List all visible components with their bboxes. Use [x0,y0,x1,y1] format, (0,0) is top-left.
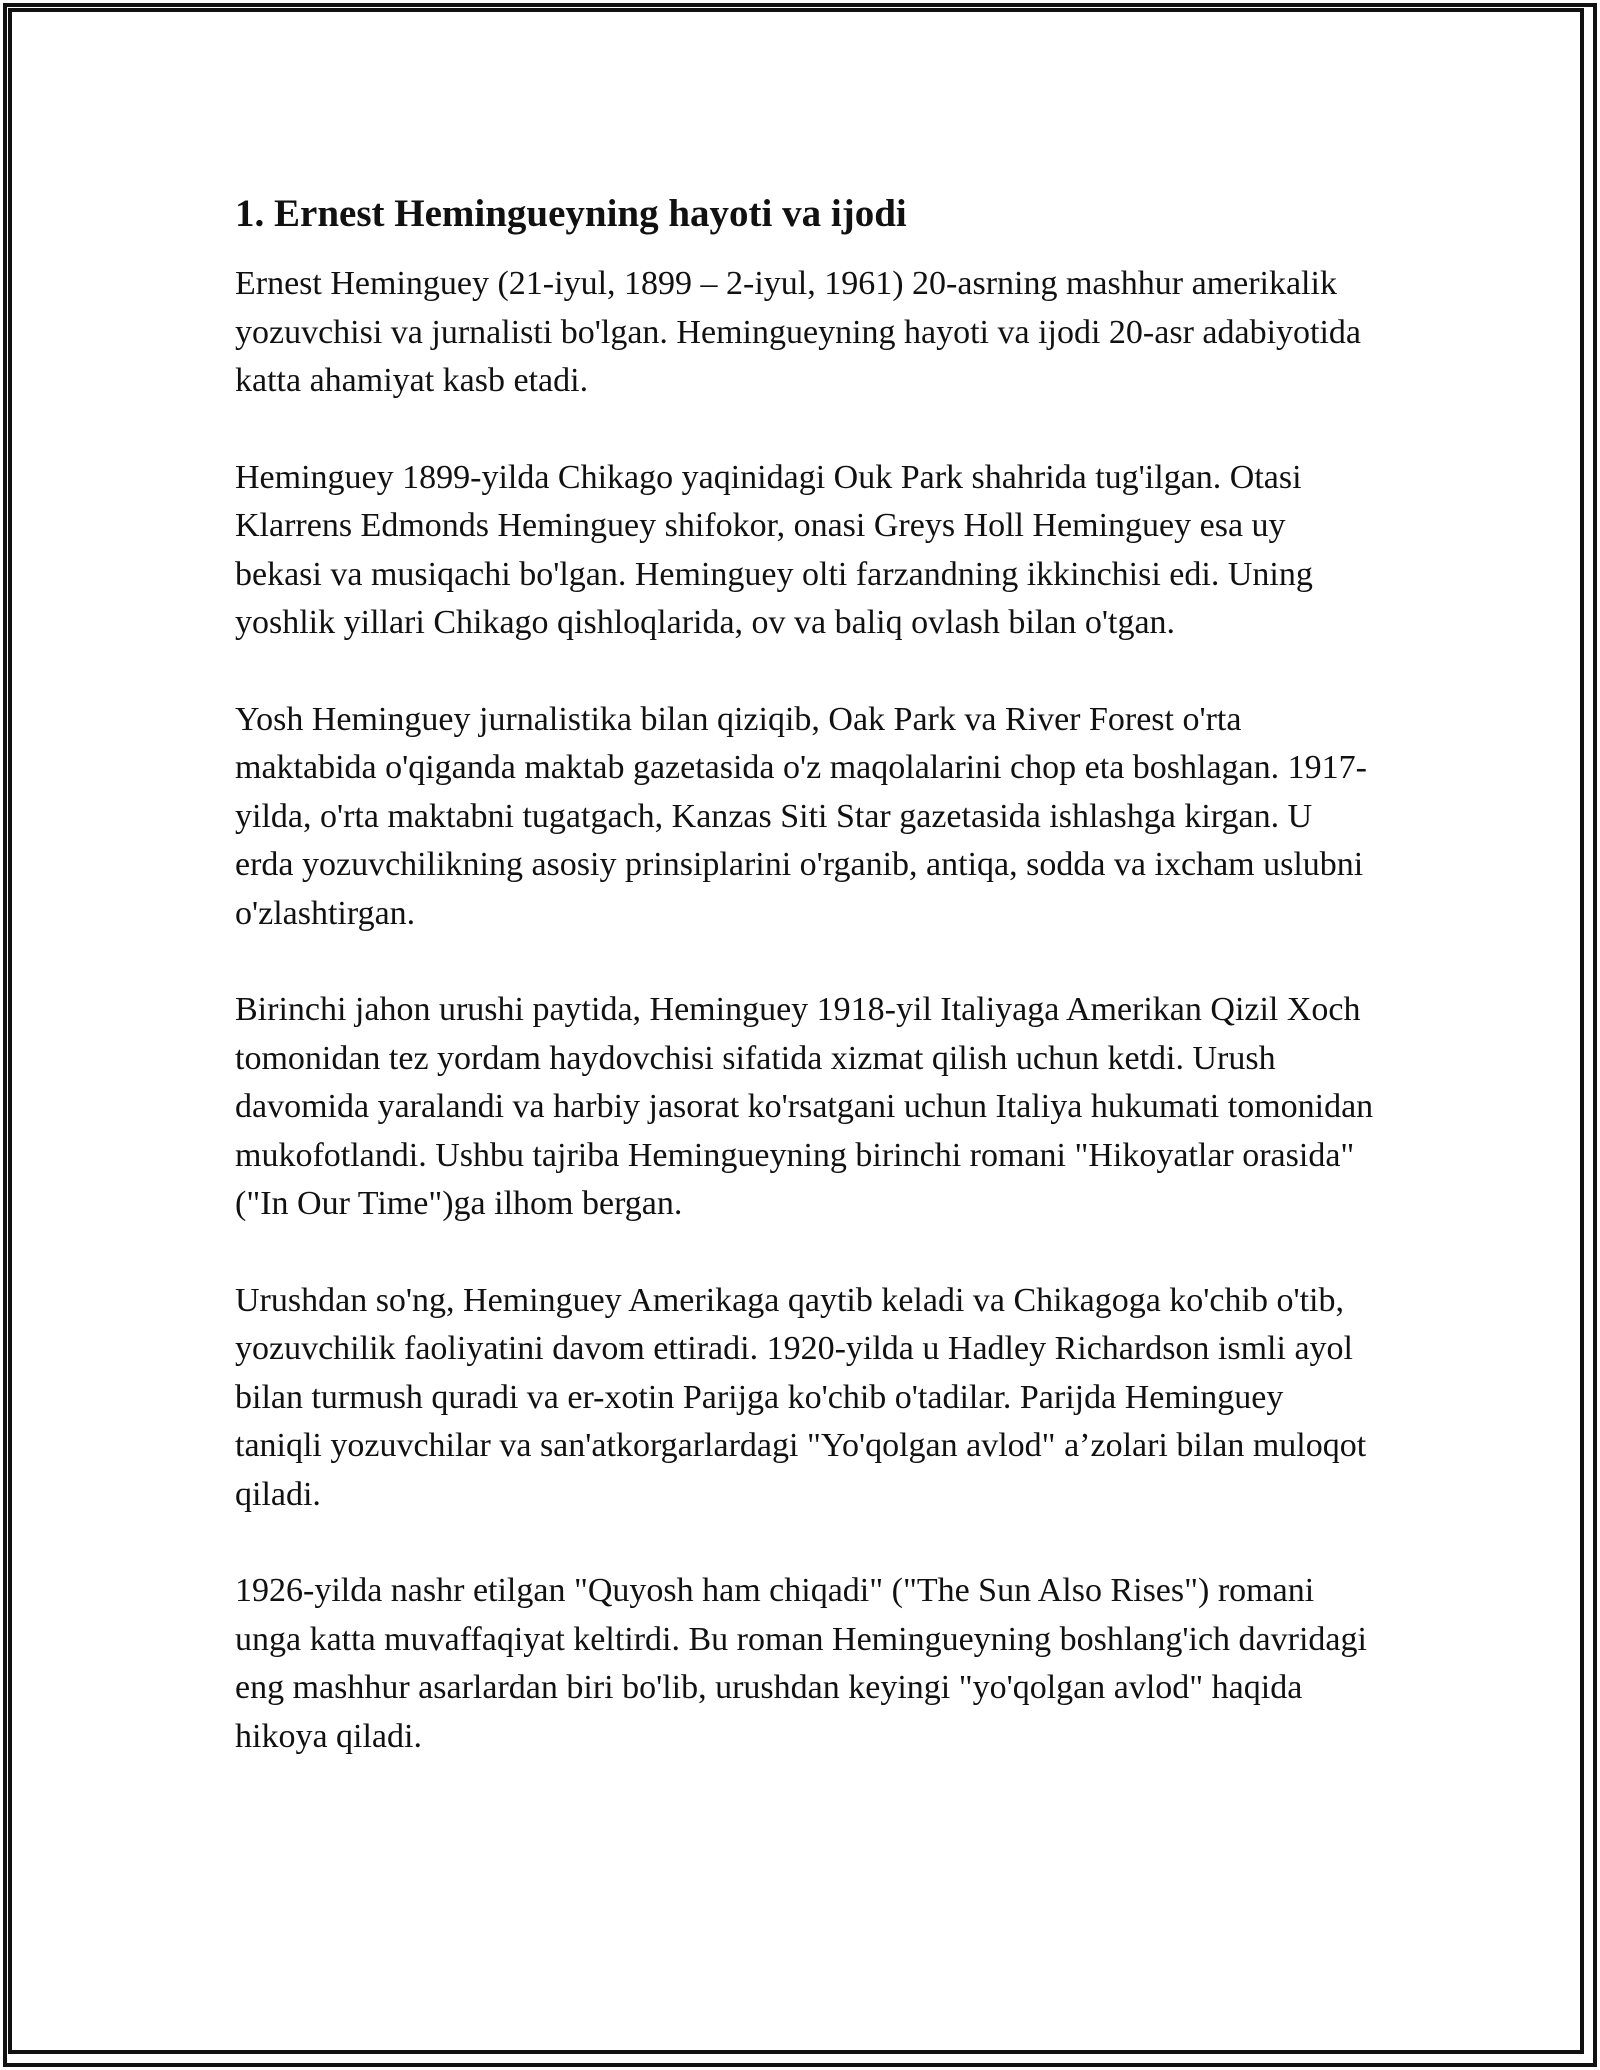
paragraph-sun-also-rises: 1926-yilda nashr etilgan "Quyosh ham chiqadi" ("The Sun Also Rises") romani unga katta muvaffaqiyat keltirdi. Bu roman Hemingueyning boshlang'ich davridagi eng mashhur asarlardan biri bo'lib, urushdan keyingi "yo'qolgan avlod" haqida hikoya qiladi. [235,1572,1367,1755]
section-title: 1. Ernest Hemingueyning hayoti va ijodi [235,192,907,235]
paragraph-paris: Urushdan so'ng, Heminguey Amerikaga qaytib keladi va Chikagoga ko'chib o'tib, yozuvchilik faoliyatini davom ettiradi. 1920-yilda u Hadley Richardson ismli ayol bilan turmush quradi va er-xotin Parijga ko'chib o'tadilar. Parijda Heminguey taniqli yozuvchilar va san'atkorgarlardagi "Yo'qolgan avlod" a’zolari bilan muloqot qiladi. [235,1281,1367,1513]
paragraph-world-war: Birinchi jahon urushi paytida, Heminguey 1918-yil Italiyaga Amerikan Qizil Xoch tomonidan tez yordam haydovchisi sifatida xizmat qilish uchun ketdi. Urush davomida yaralandi va harbiy jasorat ko'rsatgani uchun Italiya hukumati tomonidan mukofotlandi. Ushbu tajriba Hemingueyning birinchi romani "Hikoyatlar orasida" ("In Our Time")ga ilhom bergan. [235,991,1374,1222]
paragraph-journalism: Yosh Heminguey jurnalistika bilan qiziqib, Oak Park va River Forest o'rta maktabida o'qiganda maktab gazetasida o'z maqolalarini chop eta boshlagan. 1917-yilda, o'rta maktabni tugatgach, Kanzas Siti Star gazetasida ishlashga kirgan. U erda yozuvchilikning asosiy prinsiplarini o'rganib, antiqa, sodda va ixcham uslubni o'zlashtirgan. [235,700,1367,932]
paragraph-childhood: Heminguey 1899-yilda Chikago yaqinidagi Ouk Park shahrida tug'ilgan. Otasi Klarrens Edmonds Heminguey shifokor, onasi Greys Holl Heminguey esa uy bekasi va musiqachi bo'lgan. Heminguey olti farzandning ikkinchisi edi. Uning yoshlik yillari Chikago qishloqlarida, ov va baliq ovlash bilan o'tgan. [235,458,1313,641]
document-body [235,188,1375,1761]
paragraph-intro: Ernest Heminguey (21-iyul, 1899 – 2-iyul, 1961) 20-asrning mashhur amerikalik yozuvchisi va jurnalisti bo'lgan. Hemingueyning hayoti va ijodi 20-asr adabiyotida katta ahamiyat kasb etadi. [235,265,1362,399]
